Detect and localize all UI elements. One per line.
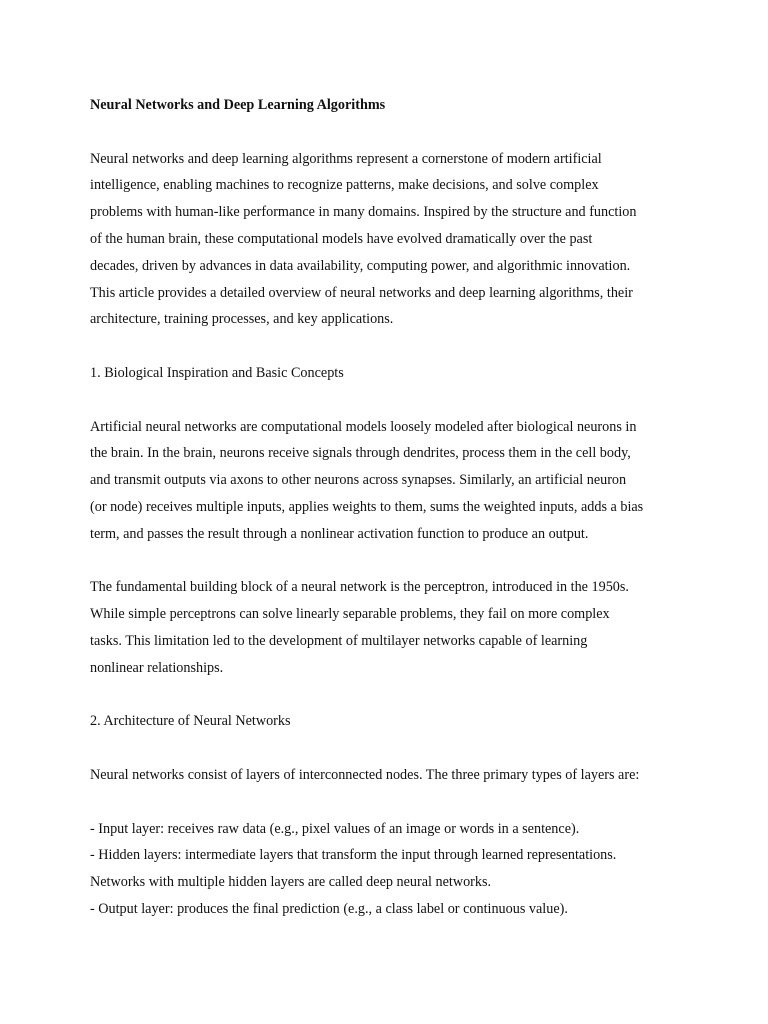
text-line: of the human brain, these computational models have evolved dramatically over the past	[90, 230, 593, 247]
text-line: problems with human-like performance in many domains. Inspired by the structure and function	[90, 204, 637, 221]
spacer	[90, 735, 690, 762]
spacer	[90, 333, 690, 360]
text-line: decades, driven by advances in data availability, computing power, and algorithmic innovation.	[90, 257, 631, 274]
spacer	[90, 119, 690, 146]
text-line: The fundamental building block of a neural network is the perceptron, introduced in the 1950s.	[90, 579, 629, 596]
spacer	[90, 682, 690, 709]
document-body	[90, 92, 690, 923]
text-line: This article provides a detailed overview of neural networks and deep learning algorithms, their	[90, 284, 633, 301]
list-item: - Input layer: receives raw data (e.g., pixel values of an image or words in a sentence).	[90, 820, 580, 837]
spacer	[90, 387, 690, 414]
text-line: architecture, training processes, and key applications.	[90, 311, 394, 328]
text-line: intelligence, enabling machines to recognize patterns, make decisions, and solve complex	[90, 177, 599, 194]
layer-types-list	[90, 816, 690, 923]
text-line: Artificial neural networks are computational models loosely modeled after biological neurons in	[90, 418, 637, 435]
text-line: Neural networks consist of layers of interconnected nodes. The three primary types of layers are:	[90, 766, 640, 783]
list-item: - Hidden layers: intermediate layers that transform the input through learned representations.	[90, 847, 617, 864]
section1-paragraph2	[90, 574, 690, 681]
section2-heading: 2. Architecture of Neural Networks	[90, 713, 291, 730]
section2-paragraph1	[90, 762, 690, 789]
text-line: nonlinear relationships.	[90, 659, 224, 676]
text-line: While simple perceptrons can solve linearly separable problems, they fail on more complex	[90, 606, 610, 623]
text-line: and transmit outputs via axons to other neurons across synapses. Similarly, an artificial neuron	[90, 472, 627, 489]
text-line: the brain. In the brain, neurons receive signals through dendrites, process them in the cell body,	[90, 445, 631, 462]
text-line: (or node) receives multiple inputs, applies weights to them, sums the weighted inputs, adds a bias	[90, 498, 644, 515]
document-title: Neural Networks and Deep Learning Algorithms	[90, 97, 386, 113]
spacer	[90, 789, 690, 816]
section1-heading: 1. Biological Inspiration and Basic Concepts	[90, 364, 344, 381]
spacer	[90, 548, 690, 575]
list-item: Networks with multiple hidden layers are called deep neural networks.	[90, 874, 492, 891]
text-line: term, and passes the result through a nonlinear activation function to produce an output.	[90, 525, 589, 542]
intro-paragraph	[90, 146, 690, 334]
section1-paragraph1	[90, 414, 690, 548]
text-line: Neural networks and deep learning algorithms represent a cornerstone of modern artificial	[90, 150, 602, 167]
text-line: tasks. This limitation led to the development of multilayer networks capable of learning	[90, 632, 588, 649]
list-item: - Output layer: produces the final prediction (e.g., a class label or continuous value).	[90, 900, 568, 917]
